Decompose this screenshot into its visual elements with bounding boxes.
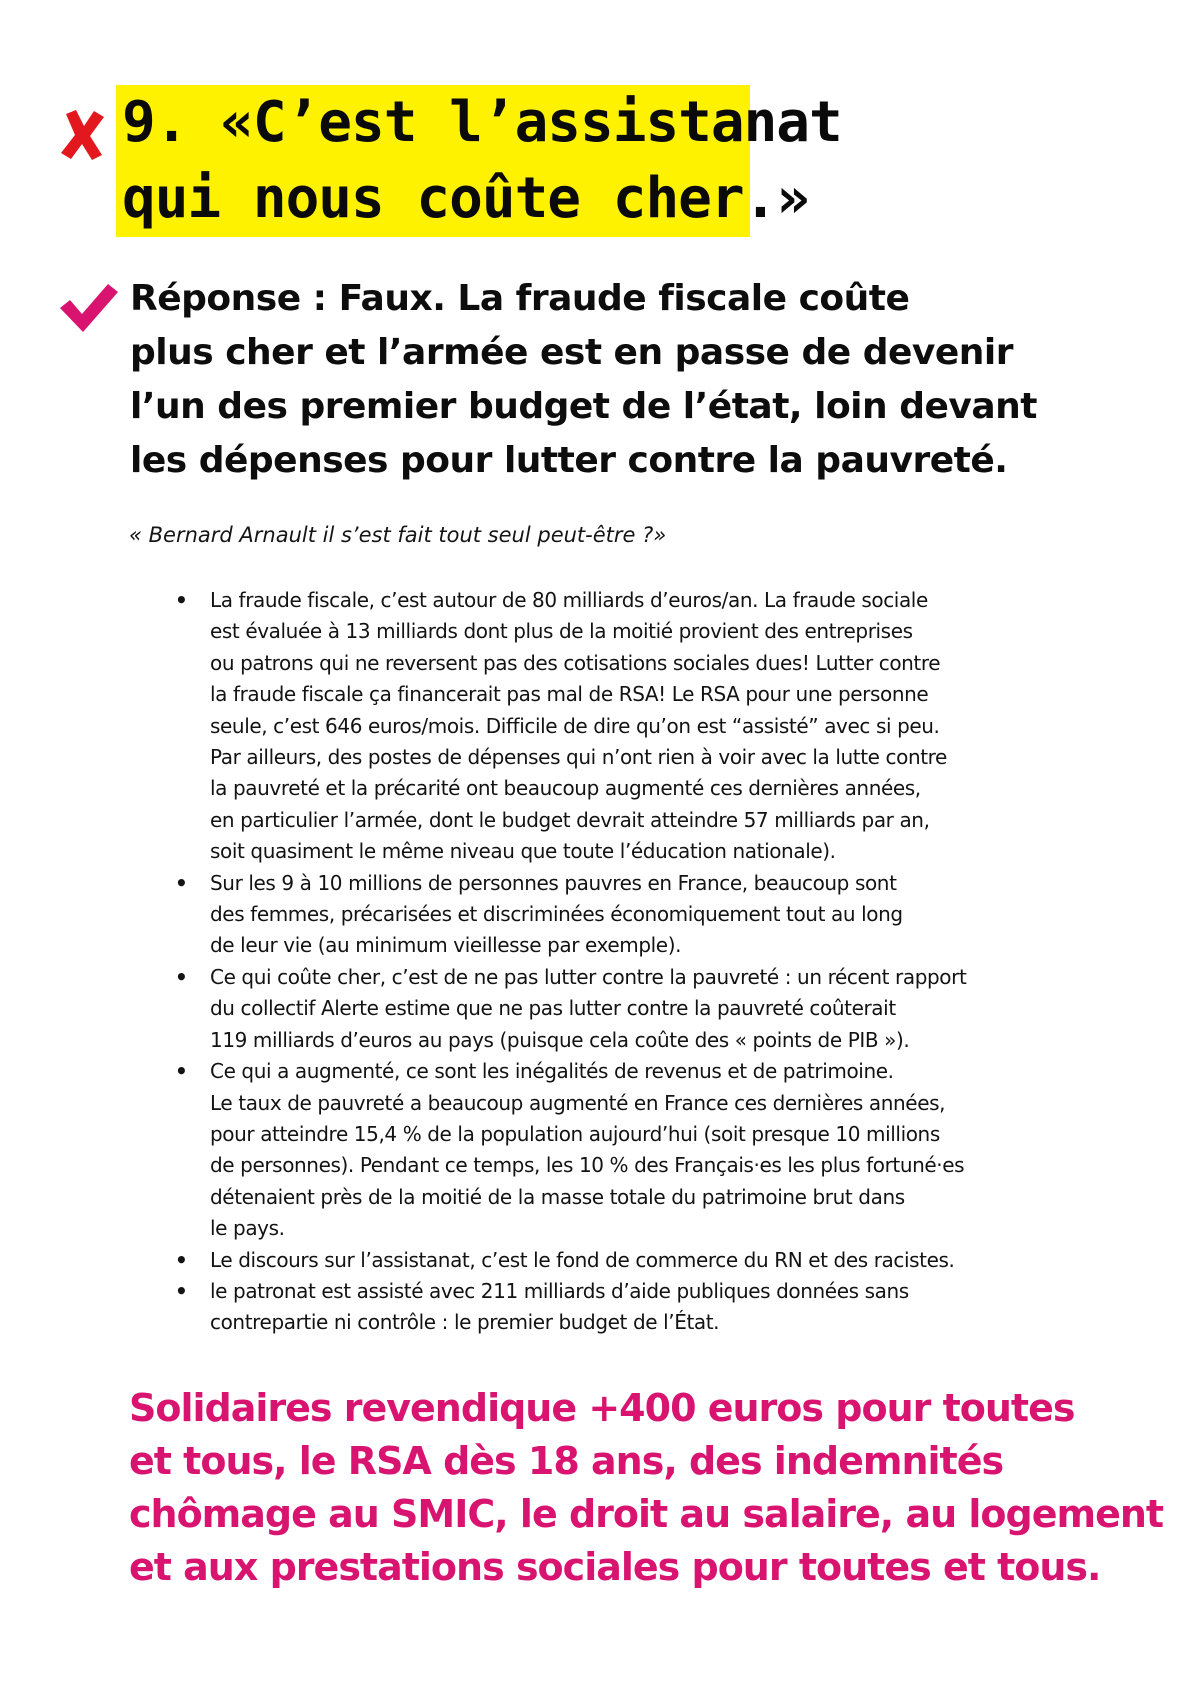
list-item-line: Par ailleurs, des postes de dépenses qui n’ont rien à voir avec la lutte contre (210, 745, 947, 770)
title-highlight (116, 85, 842, 237)
list-item-line: Ce qui a augmenté, ce sont les inégalités de revenus et de patrimoine. (210, 1059, 894, 1084)
bullet-icon: • (175, 1278, 188, 1303)
list-item-line: la fraude fiscale ça financerait pas mal de RSA! Le RSA pour une personne (210, 682, 929, 707)
bullet-icon: • (175, 1247, 188, 1272)
list-item-line: Ce qui coûte cher, c’est de ne pas lutter contre la pauvreté : un récent rapport (210, 964, 967, 989)
answer-line: l’un des premier budget de l’état, loin devant (130, 386, 1037, 427)
bullet-icon: • (175, 870, 188, 895)
list-item (175, 962, 1135, 1056)
list-item-line: des femmes, précarisées et discriminées économiquement tout au long (210, 902, 903, 927)
demand-line: et tous, le RSA dès 18 ans, des indemnités (129, 1439, 1004, 1483)
bullet-icon: • (175, 1059, 188, 1084)
answer-heading (130, 272, 1090, 488)
list-item-line: ou patrons qui ne reversent pas des cotisations sociales dues! Lutter contre (210, 650, 941, 675)
quote: « Bernard Arnault il s’est fait tout seul peut-être ?» (129, 523, 667, 547)
demand-statement (129, 1382, 1169, 1594)
cross-icon (58, 108, 108, 162)
list-item-line: Sur les 9 à 10 millions de personnes pauvres en France, beaucoup sont (210, 870, 897, 895)
list-item-line: pour atteindre 15,4 % de la population aujourd’hui (soit presque 10 millions (210, 1121, 940, 1146)
demand-line: chômage au SMIC, le droit au salaire, au logement (129, 1492, 1164, 1536)
list-item (175, 1276, 1135, 1339)
list-item-line: la pauvreté et la précarité ont beaucoup augmenté ces dernières années, (210, 776, 921, 801)
list-item-line: contrepartie ni contrôle : le premier budget de l’État. (210, 1310, 720, 1335)
answer-line: Réponse : Faux. La fraude fiscale coûte (130, 278, 910, 319)
demand-line: et aux prestations sociales pour toutes et tous. (129, 1545, 1101, 1589)
list-item (175, 1056, 1135, 1244)
list-item-line: du collectif Alerte estime que ne pas lutter contre la pauvreté coûterait (210, 996, 896, 1021)
list-item-line: 119 milliards d’euros au pays (puisque cela coûte des « points de PIB »). (210, 1027, 910, 1052)
title-line-2: qui nous coûte cher.» (116, 161, 750, 237)
list-item-line: détenaient près de la moitié de la masse totale du patrimoine brut dans (210, 1184, 905, 1209)
list-item-line: Le taux de pauvreté a beaucoup augmenté en France ces dernières années, (210, 1090, 946, 1115)
bullet-icon: • (175, 964, 188, 989)
list-item-line: de leur vie (au minimum vieillesse par exemple). (210, 933, 682, 958)
list-item-line: La fraude fiscale, c’est autour de 80 milliards d’euros/an. La fraude sociale (210, 588, 928, 612)
list-item-line: soit quasiment le même niveau que toute l’éducation nationale). (210, 839, 836, 864)
list-item (175, 1245, 1135, 1276)
bullet-icon: • (175, 588, 188, 612)
list-item (175, 585, 1135, 868)
list-item-line: de personnes). Pendant ce temps, les 10 % des Français·es les plus fortuné·es (210, 1153, 965, 1178)
list-item-line: en particulier l’armée, dont le budget devrait atteindre 57 milliards par an, (210, 807, 930, 832)
checkmark-icon (58, 282, 120, 334)
answer-line: plus cher et l’armée est en passe de devenir (130, 332, 1014, 373)
list-item-line: le pays. (210, 1216, 285, 1241)
answer-line: les dépenses pour lutter contre la pauvreté. (130, 440, 1008, 481)
bullet-list (175, 585, 1135, 1339)
list-item-line: Le discours sur l’assistanat, c’est le fond de commerce du RN et des racistes. (210, 1247, 955, 1272)
list-item-line: seule, c’est 646 euros/mois. Difficile de dire qu’on est “assisté” avec si peu. (210, 713, 940, 738)
title-line-1: 9. «C’est l’assistanat (116, 85, 750, 161)
list-item-line: est évaluée à 13 milliards dont plus de la moitié provient des entreprises (210, 619, 913, 644)
list-item-line: le patronat est assisté avec 211 milliards d’aide publiques données sans (210, 1278, 909, 1303)
demand-line: Solidaires revendique +400 euros pour toutes (129, 1386, 1075, 1430)
list-item (175, 868, 1135, 962)
